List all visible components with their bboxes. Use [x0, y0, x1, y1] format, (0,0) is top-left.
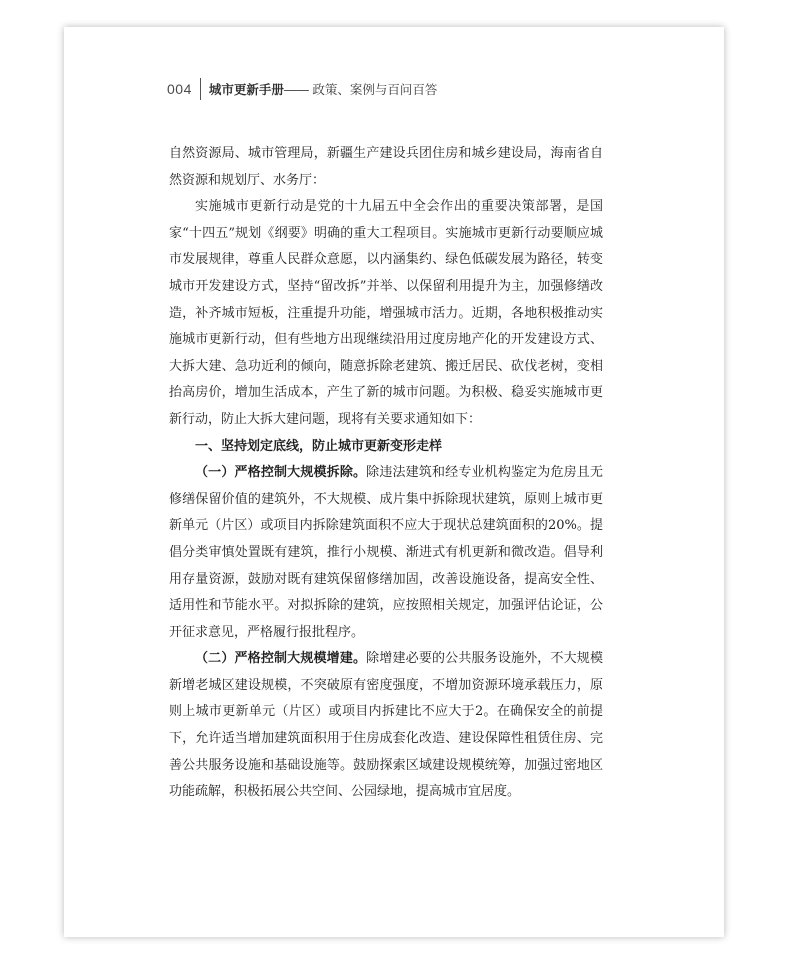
item-1-paragraph	[169, 460, 603, 646]
body-text	[169, 141, 603, 806]
item-2-lead: （二）严格控制大规模增建。	[195, 651, 367, 667]
running-header	[167, 77, 437, 101]
item-1-text: 除违法建筑和经专业机构鉴定为危房且无修缮保留价值的建筑外，不大规模、成片集中拆除现状建筑，原则上城市更新单元（片区）或项目内拆除建筑面积不应大于现状总建筑面积的20%。提倡分类审慎处置既有建筑，推行小规模、渐进式有机更新和微改造。倡导利用存量资源，鼓励对既有建筑保留修缮加固，改善设施设备，提高安全性、适用性和节能水平。对拟拆除的建筑，应按照相关规定，加强评估论证，公开征求意见，严格履行报批程序。	[169, 465, 603, 640]
book-title: 城市更新手册	[208, 83, 284, 97]
item-1-lead: （一）严格控制大规模拆除。	[195, 465, 367, 481]
document-page	[64, 27, 724, 937]
item-2-text: 除增建必要的公共服务设施外，不大规模新增老城区建设规模，不突破原有密度强度，不增加资源环境承载压力，原则上城市更新单元（片区）或项目内拆建比不应大于2。在确保安全的前提下，允许适当增加建筑面积用于住房成套化改造、建设保障性租赁住房、完善公共服务设施和基础设施等。鼓励探索区域建设规模统筹，加强过密地区功能疏解，积极拓展公共空间、公园绿地，提高城市宜居度。	[169, 651, 603, 800]
recipients-paragraph: 自然资源局、城市管理局，新疆生产建设兵团住房和城乡建设局，海南省自然资源和规划厅、水务厅：	[169, 146, 603, 188]
book-subtitle: —— 政策、案例与百问百答	[283, 83, 438, 97]
header-divider	[200, 78, 201, 100]
item-2-paragraph	[169, 646, 603, 806]
intro-paragraph: 实施城市更新行动是党的十九届五中全会作出的重要决策部署，是国家“十四五”规划《纲要》明确的重大工程项目。实施城市更新行动要顺应城市发展规律，尊重人民群众意愿，以内涵集约、绿色低碳发展为路径，转变城市开发建设方式，坚持“留改拆”并举、以保留利用提升为主，加强修缮改造，补齐城市短板，注重提升功能，增强城市活力。近期，各地积极推动实施城市更新行动，但有些地方出现继续沿用过度房地产化的开发建设方式、大拆大建、急功近利的倾向，随意拆除老建筑、搬迁居民、砍伐老树，变相抬高房价，增加生活成本，产生了新的城市问题。为积极、稳妥实施城市更新行动，防止大拆大建问题，现将有关要求通知如下：	[169, 199, 603, 427]
section-heading: 一、坚持划定底线，防止城市更新变形走样	[195, 438, 443, 454]
page-number: 004	[167, 81, 192, 97]
